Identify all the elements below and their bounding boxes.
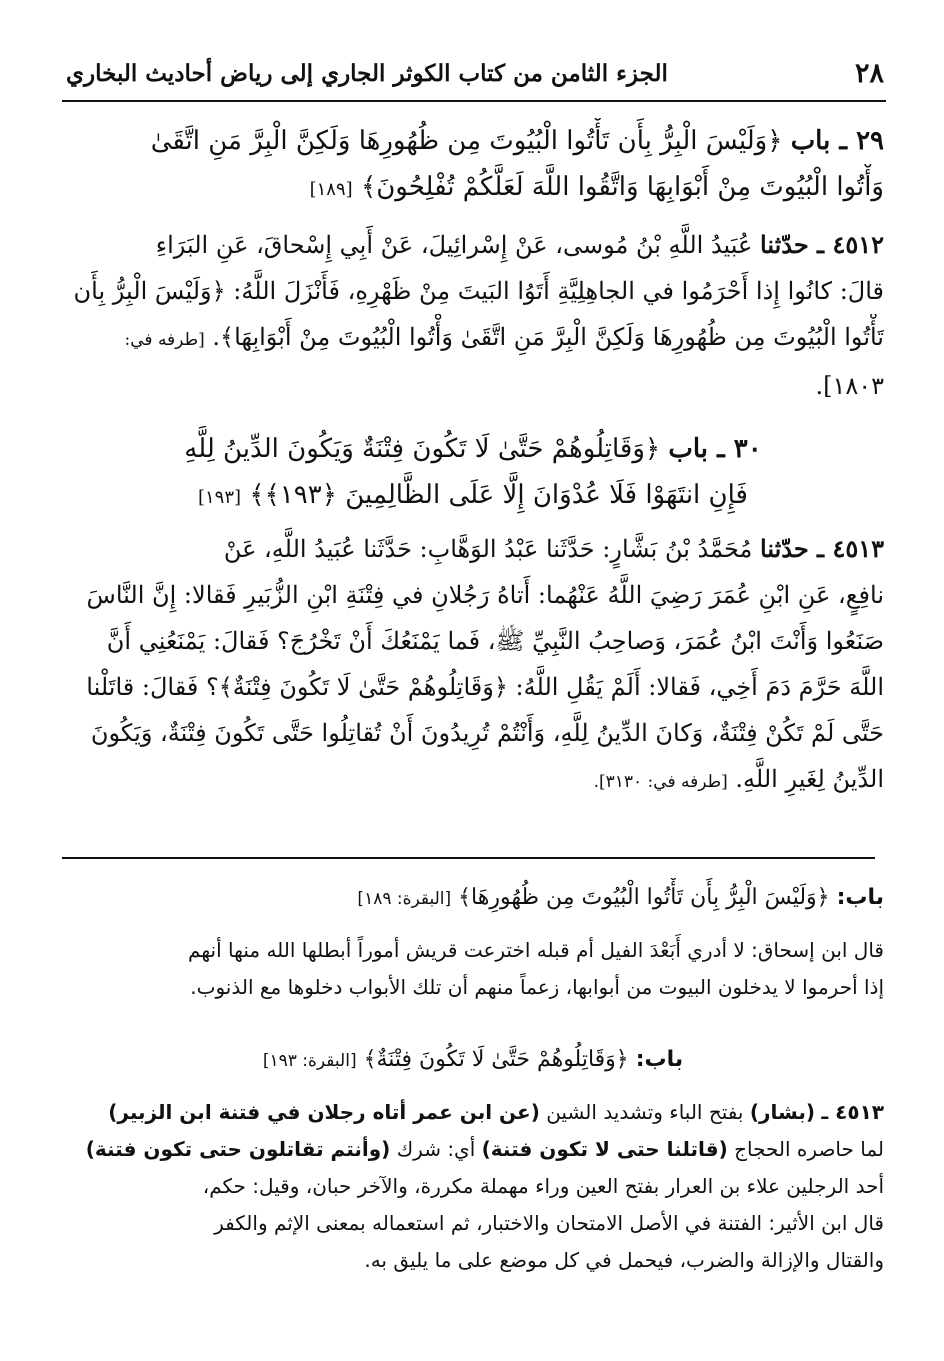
commentary-para-2-line-5: والقتال والإزالة والضرب، فيحمل في كل موضع على ما يليق به. bbox=[364, 1248, 884, 1272]
commentary-para-2-line-3: أحد الرجلين علاء بن العرار بفتح العين وراء مهملة مكررة، والآخر حبان، وقيل: حكم، bbox=[202, 1174, 884, 1198]
chapter-29-ref: [١٨٩] bbox=[309, 179, 353, 200]
hadith-4513-line-2: نافِعٍ، عَنِ ابْنِ عُمَرَ رَضِيَ اللَّهُ عَنْهُما: أَتاهُ رَجُلانِ في فِتْنَةِ ابْنِ الزُّبَيرِ فَقالا: إِنَّ النَّاسَ bbox=[86, 581, 884, 609]
header-divider bbox=[62, 100, 886, 102]
commentary-paragraph-1 bbox=[62, 932, 884, 1006]
hadith-4513-tarf: [طرفه في: ٣١٣٠]. bbox=[593, 772, 728, 792]
commentary-para-2-number: ٤٥١٣ ـ bbox=[821, 1100, 884, 1124]
commentary-para-2-line-1: بفتح الباء وتشديد الشين bbox=[546, 1100, 744, 1124]
hadith-4512-line-3: تَأْتُوا الْبُيُوتَ مِن ظُهُورِهَا وَلَكِنَّ الْبِرَّ مَنِ اتَّقَىٰ وَأْتُوا الْبُيُوتَ مِنْ أَبْوَابِهَا﴾. bbox=[212, 323, 884, 351]
commentary-bab-1-ref: [البقرة: ١٨٩] bbox=[357, 889, 452, 909]
commentary-quote-3: (وأنتم تقاتلون حتى تكون فتنة) bbox=[85, 1137, 391, 1161]
commentary-bab-1-label: باب: bbox=[836, 885, 884, 910]
commentary-bab-1-verse: ﴿وَلَيْسَ الْبِرُّ بِأَن تَأْتُوا الْبُيُوتَ مِن ظُهُورِهَا﴾ bbox=[458, 885, 830, 910]
chapter-29-heading bbox=[62, 118, 884, 213]
commentary-bab-2-ref: [البقرة: ١٩٣] bbox=[262, 1051, 357, 1071]
hadith-4512-tarf-end: ١٨٠٣]. bbox=[815, 372, 884, 400]
commentary-bab-193 bbox=[62, 1040, 884, 1081]
commentary-bab-2-verse: ﴿وَقَاتِلُوهُمْ حَتَّىٰ لَا تَكُونَ فِتْنَةٌ﴾ bbox=[363, 1047, 629, 1072]
hadith-4512 bbox=[62, 222, 884, 409]
hadith-4512-line-1: عُبَيدُ اللَّهِ بْنُ مُوسى، عَنْ إِسْرائِيلَ، عَنْ أَبِي إِسْحاقَ، عَنِ البَرَاءِ bbox=[155, 231, 753, 259]
commentary-para-2-line-2b: أي: شرك bbox=[396, 1137, 476, 1161]
commentary-para-1-line-2: إذا أحرموا لا يدخلون البيوت من أبوابها، زعماً منهم أن تلك الأبواب دخلوها مع الذنوب. bbox=[190, 975, 884, 999]
chapter-30-verse-1: ﴿وَقَاتِلُوهُمْ حَتَّىٰ لَا تَكُونَ فِتْنَةٌ وَيَكُونَ الدِّينُ لِلَّهِ bbox=[184, 434, 661, 464]
chapter-29-verse-1: ﴿وَلَيْسَ الْبِرُّ بِأَن تَأْتُوا الْبُيُوتَ مِن ظُهُورِهَا وَلَكِنَّ الْبِرَّ مَنِ اتَّقَىٰ bbox=[150, 126, 783, 156]
hadith-4512-line-2: قالَ: كانُوا إِذا أَحْرَمُوا في الجاهِلِيَّةِ أَتَوُا البَيتَ مِنْ ظَهْرِهِ، فَأَنْزَلَ اللَّهُ: ﴿وَلَيْسَ الْبِرُّ بِأَن bbox=[73, 277, 884, 305]
chapter-30-label: ٣٠ ـ باب bbox=[668, 434, 762, 464]
hadith-4513-line-4: اللَّهَ حَرَّمَ دَمَ أَخِي، فَقالا: أَلَمْ يَقُلِ اللَّهُ: ﴿وَقَاتِلُوهُمْ حَتَّىٰ لَا تَكُونَ فِتْنَةٌ﴾؟ فَقالَ: قاتَلْنا bbox=[86, 673, 884, 701]
hadith-4513-number: ٤٥١٣ ـ حدّثنا bbox=[760, 534, 884, 563]
hadith-4513 bbox=[62, 526, 884, 805]
chapter-29-verse-2: وَأْتُوا الْبُيُوتَ مِنْ أَبْوَابِهَا وَاتَّقُوا اللَّهَ لَعَلَّكُمْ تُفْلِحُونَ﴾ bbox=[360, 172, 884, 202]
commentary-paragraph-2 bbox=[62, 1094, 884, 1279]
commentary-para-2-line-4: قال ابن الأثير: الفتنة في الأصل الامتحان والاختبار، ثم استعماله بمعنى الإثم والكفر bbox=[214, 1211, 884, 1235]
commentary-bab-2-label: باب: bbox=[635, 1047, 684, 1072]
hadith-4512-number: ٤٥١٢ ـ حدّثنا bbox=[760, 230, 884, 259]
hadith-4513-line-3: صَنَعُوا وَأَنْتَ ابْنُ عُمَرَ، وَصاحِبُ النَّبِيِّ ﷺ، فَما يَمْنَعُكَ أَنْ تَخْرُجَ؟ فَقالَ: يَمْنَعُنِي أَنَّ bbox=[106, 627, 884, 655]
commentary-bashar: (بشار) bbox=[749, 1100, 815, 1124]
hadith-4513-line-1: مُحَمَّدُ بْنُ بَشَّارٍ: حَدَّثَنا عَبْدُ الوَهَّابِ: حَدَّثَنا عُبَيدُ اللَّهِ، عَنْ bbox=[223, 535, 753, 563]
commentary-para-2-line-2a: لما حاصره الحجاج bbox=[734, 1137, 884, 1161]
hadith-4513-line-5: حَتَّى لَمْ تَكُنْ فِتْنَةٌ، وَكانَ الدِّينُ لِلَّهِ، وَأَنْتُمْ تُرِيدُونَ أَنْ تُقاتِلُوا حَتَّى تَكُونَ فِتْنَةٌ، وَيَكُونَ bbox=[90, 719, 884, 747]
commentary-bab-189 bbox=[62, 878, 884, 919]
commentary-divider bbox=[62, 857, 875, 859]
hadith-4512-tarf: [طرفه في: bbox=[124, 330, 205, 350]
chapter-29-label: ٢٩ ـ باب bbox=[790, 126, 884, 156]
chapter-30-heading bbox=[62, 426, 884, 521]
chapter-30-verse-2: فَإِنِ انتَهَوْا فَلَا عُدْوَانَ إِلَّا عَلَى الظَّالِمِينَ ﴿١٩٣﴾﴾ bbox=[249, 480, 748, 510]
commentary-para-1-line-1: قال ابن إسحاق: لا أدري أَبَعْدَ الفيل أم قبله اخترعت قريش أموراً أبطلها الله منها أنهم bbox=[188, 938, 884, 962]
book-title: الجزء الثامن من كتاب الكوثر الجاري إلى رياض أحاديث البخاري bbox=[66, 60, 668, 87]
commentary-quote-1: (عن ابن عمر أتاه رجلان في فتنة ابن الزبير) bbox=[108, 1100, 540, 1124]
hadith-4513-line-6: الدِّينُ لِغَيرِ اللَّهِ. bbox=[735, 765, 884, 793]
page-number: ٢٨ bbox=[854, 58, 884, 89]
commentary-quote-2: (قاتلنا حتى لا تكون فتنة) bbox=[481, 1137, 728, 1161]
page-header bbox=[62, 58, 888, 98]
chapter-30-ref: [١٩٣] bbox=[197, 487, 242, 508]
